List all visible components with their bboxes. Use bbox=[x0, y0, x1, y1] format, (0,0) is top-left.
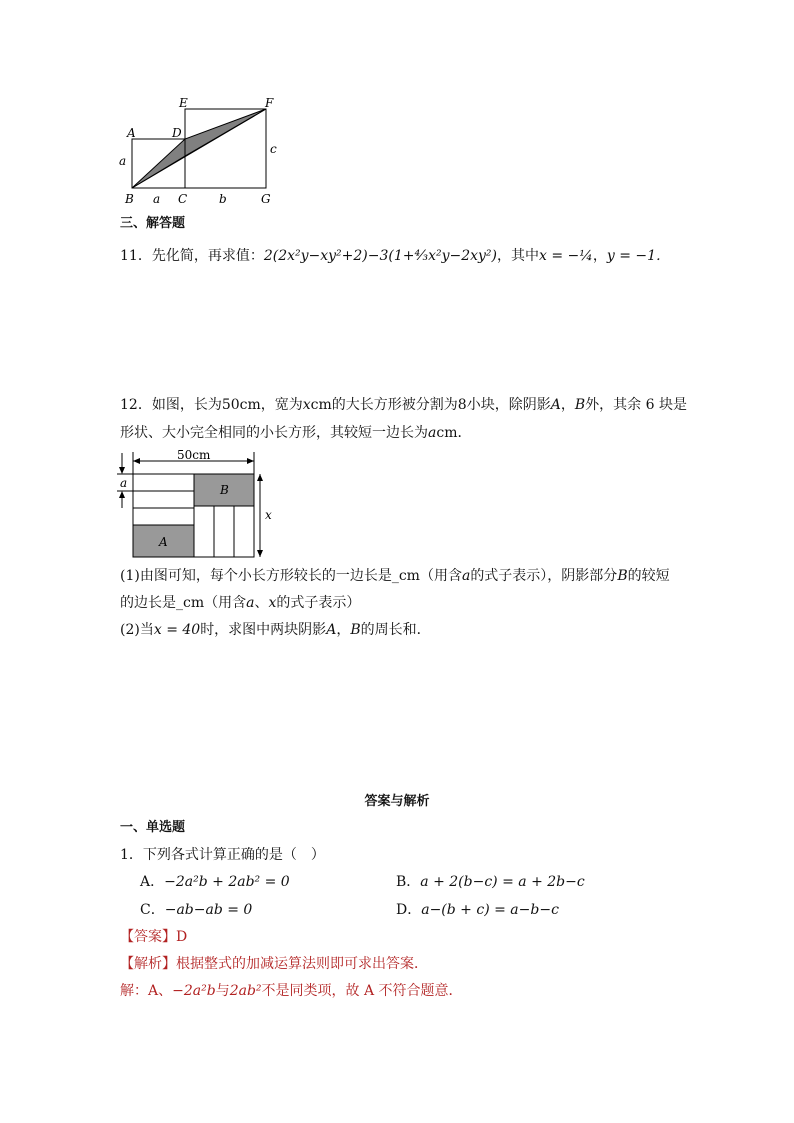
q12-var-A: A bbox=[326, 622, 337, 638]
width-label: 50cm bbox=[177, 448, 211, 462]
shade-label-B: B bbox=[220, 483, 229, 497]
label-a-side: a bbox=[119, 154, 127, 168]
shade-label-A: A bbox=[159, 535, 168, 549]
solution-expr: 2ab² bbox=[229, 983, 262, 999]
analysis-tag: 【解析】 bbox=[120, 956, 176, 972]
solution-expr: −2a²b bbox=[172, 983, 216, 999]
q12-var-a: a bbox=[428, 425, 437, 441]
question-12-line2 bbox=[120, 423, 471, 443]
q12-text: 的边长是_cm（用含 bbox=[120, 595, 247, 611]
q12-text: 、 bbox=[254, 595, 269, 611]
q11-suffix: ，其中 bbox=[497, 248, 540, 264]
q12-part1-line2 bbox=[120, 593, 360, 613]
solution-text: 与 bbox=[215, 983, 230, 999]
q12-text: (2)当 bbox=[120, 622, 154, 638]
q11-expression: 2(2x²y−xy²+2)−3(1+⁴⁄₃x²y−2xy²) bbox=[263, 248, 498, 264]
q1-stem: 1．下列各式计算正确的是（ ） bbox=[120, 847, 325, 863]
q12-count: 8 bbox=[457, 397, 467, 413]
label-b-bottom: b bbox=[219, 192, 227, 206]
q1-option-C bbox=[140, 900, 252, 920]
label-A: A bbox=[127, 126, 136, 140]
label-F: F bbox=[265, 96, 274, 110]
label-c-side: c bbox=[270, 142, 277, 156]
solution-text: 不是同类项，故 A 不符合题意． bbox=[261, 983, 463, 999]
q12-text: 12．如图，长为 bbox=[120, 397, 222, 413]
label-D: D bbox=[172, 126, 182, 140]
option-expr: a−(b + c) = a−b−c bbox=[421, 902, 559, 918]
q12-text: 的周长和． bbox=[360, 622, 431, 638]
label-C: C bbox=[178, 192, 188, 206]
q12-var-x: x bbox=[302, 397, 311, 413]
q12-text: ， bbox=[560, 397, 575, 413]
square-figure bbox=[110, 92, 290, 210]
q1-analysis bbox=[120, 954, 428, 974]
q12-part1-line1 bbox=[120, 566, 670, 586]
q1-option-A bbox=[140, 872, 290, 892]
q1-answer: 【答案】D bbox=[120, 929, 188, 945]
question-11 bbox=[120, 246, 670, 266]
q12-text: 的较短 bbox=[627, 568, 670, 584]
q11-prefix: 11．先化简，再求值： bbox=[120, 248, 264, 264]
section-heading-1: 一、单选题 bbox=[120, 820, 186, 835]
label-B: B bbox=[125, 192, 134, 206]
q1-solution bbox=[120, 981, 463, 1001]
label-G: G bbox=[261, 192, 271, 206]
q12-text: cm． bbox=[436, 425, 472, 441]
q12-part2 bbox=[120, 620, 431, 640]
q1-option-D bbox=[396, 900, 559, 920]
option-expr: −2a²b + 2ab² = 0 bbox=[164, 874, 290, 890]
x-label: x bbox=[265, 508, 272, 522]
q12-var-x: x bbox=[268, 595, 277, 611]
q12-text: 形状、大小完全相同的小长方形，其较短一边长为 bbox=[120, 425, 428, 441]
answers-title: 答案与解析 bbox=[364, 794, 430, 809]
question-12-line1 bbox=[120, 395, 687, 415]
option-expr: a + 2(b−c) = a + 2b−c bbox=[420, 874, 585, 890]
label-a-bottom: a bbox=[153, 192, 161, 206]
q12-length: 50cm bbox=[221, 397, 261, 413]
q12-var-a: a bbox=[246, 595, 255, 611]
option-label: D． bbox=[396, 902, 422, 918]
q12-text: ， bbox=[336, 622, 351, 638]
option-expr: −ab−ab = 0 bbox=[164, 902, 253, 918]
solution-text: 解：A、 bbox=[120, 983, 173, 999]
q12-var-B: B bbox=[350, 622, 361, 638]
q12-var-A: A bbox=[550, 397, 561, 413]
rectangle-figure bbox=[115, 448, 280, 561]
q12-text: 的式子表示），阴影部分 bbox=[470, 568, 618, 584]
a-label: a bbox=[120, 476, 128, 490]
q12-text: 小块，除阴影 bbox=[466, 397, 551, 413]
q11-cond-y: y = −1． bbox=[606, 248, 671, 264]
q12-var-a: a bbox=[461, 568, 471, 584]
q12-text: ，宽为 bbox=[260, 397, 303, 413]
q12-text: 的式子表示） bbox=[276, 595, 361, 611]
q12-text: (1)由图可知，每个小长方形较长的一边长是_cm（用含 bbox=[120, 568, 462, 584]
label-E: E bbox=[179, 96, 188, 110]
q12-var-B: B bbox=[574, 397, 586, 413]
q1-option-B bbox=[396, 872, 585, 892]
q12-var-B: B bbox=[617, 568, 628, 584]
option-label: A． bbox=[140, 874, 165, 890]
option-label: B． bbox=[396, 874, 421, 890]
q12-text: cm的大长方形被分割为 bbox=[310, 397, 458, 413]
q12-text: 外，其余 6 块是 bbox=[585, 397, 687, 413]
q12-cond-x: x = 40 bbox=[153, 622, 201, 638]
option-label: C． bbox=[140, 902, 165, 918]
q11-cond-x: x = −¼ bbox=[539, 248, 593, 264]
section-heading-3: 三、解答题 bbox=[120, 216, 186, 231]
q12-text: 时，求图中两块阴影 bbox=[200, 622, 327, 638]
analysis-text: 根据整式的加减运算法则即可求出答案． bbox=[176, 956, 428, 972]
q11-sep: ， bbox=[592, 248, 607, 264]
